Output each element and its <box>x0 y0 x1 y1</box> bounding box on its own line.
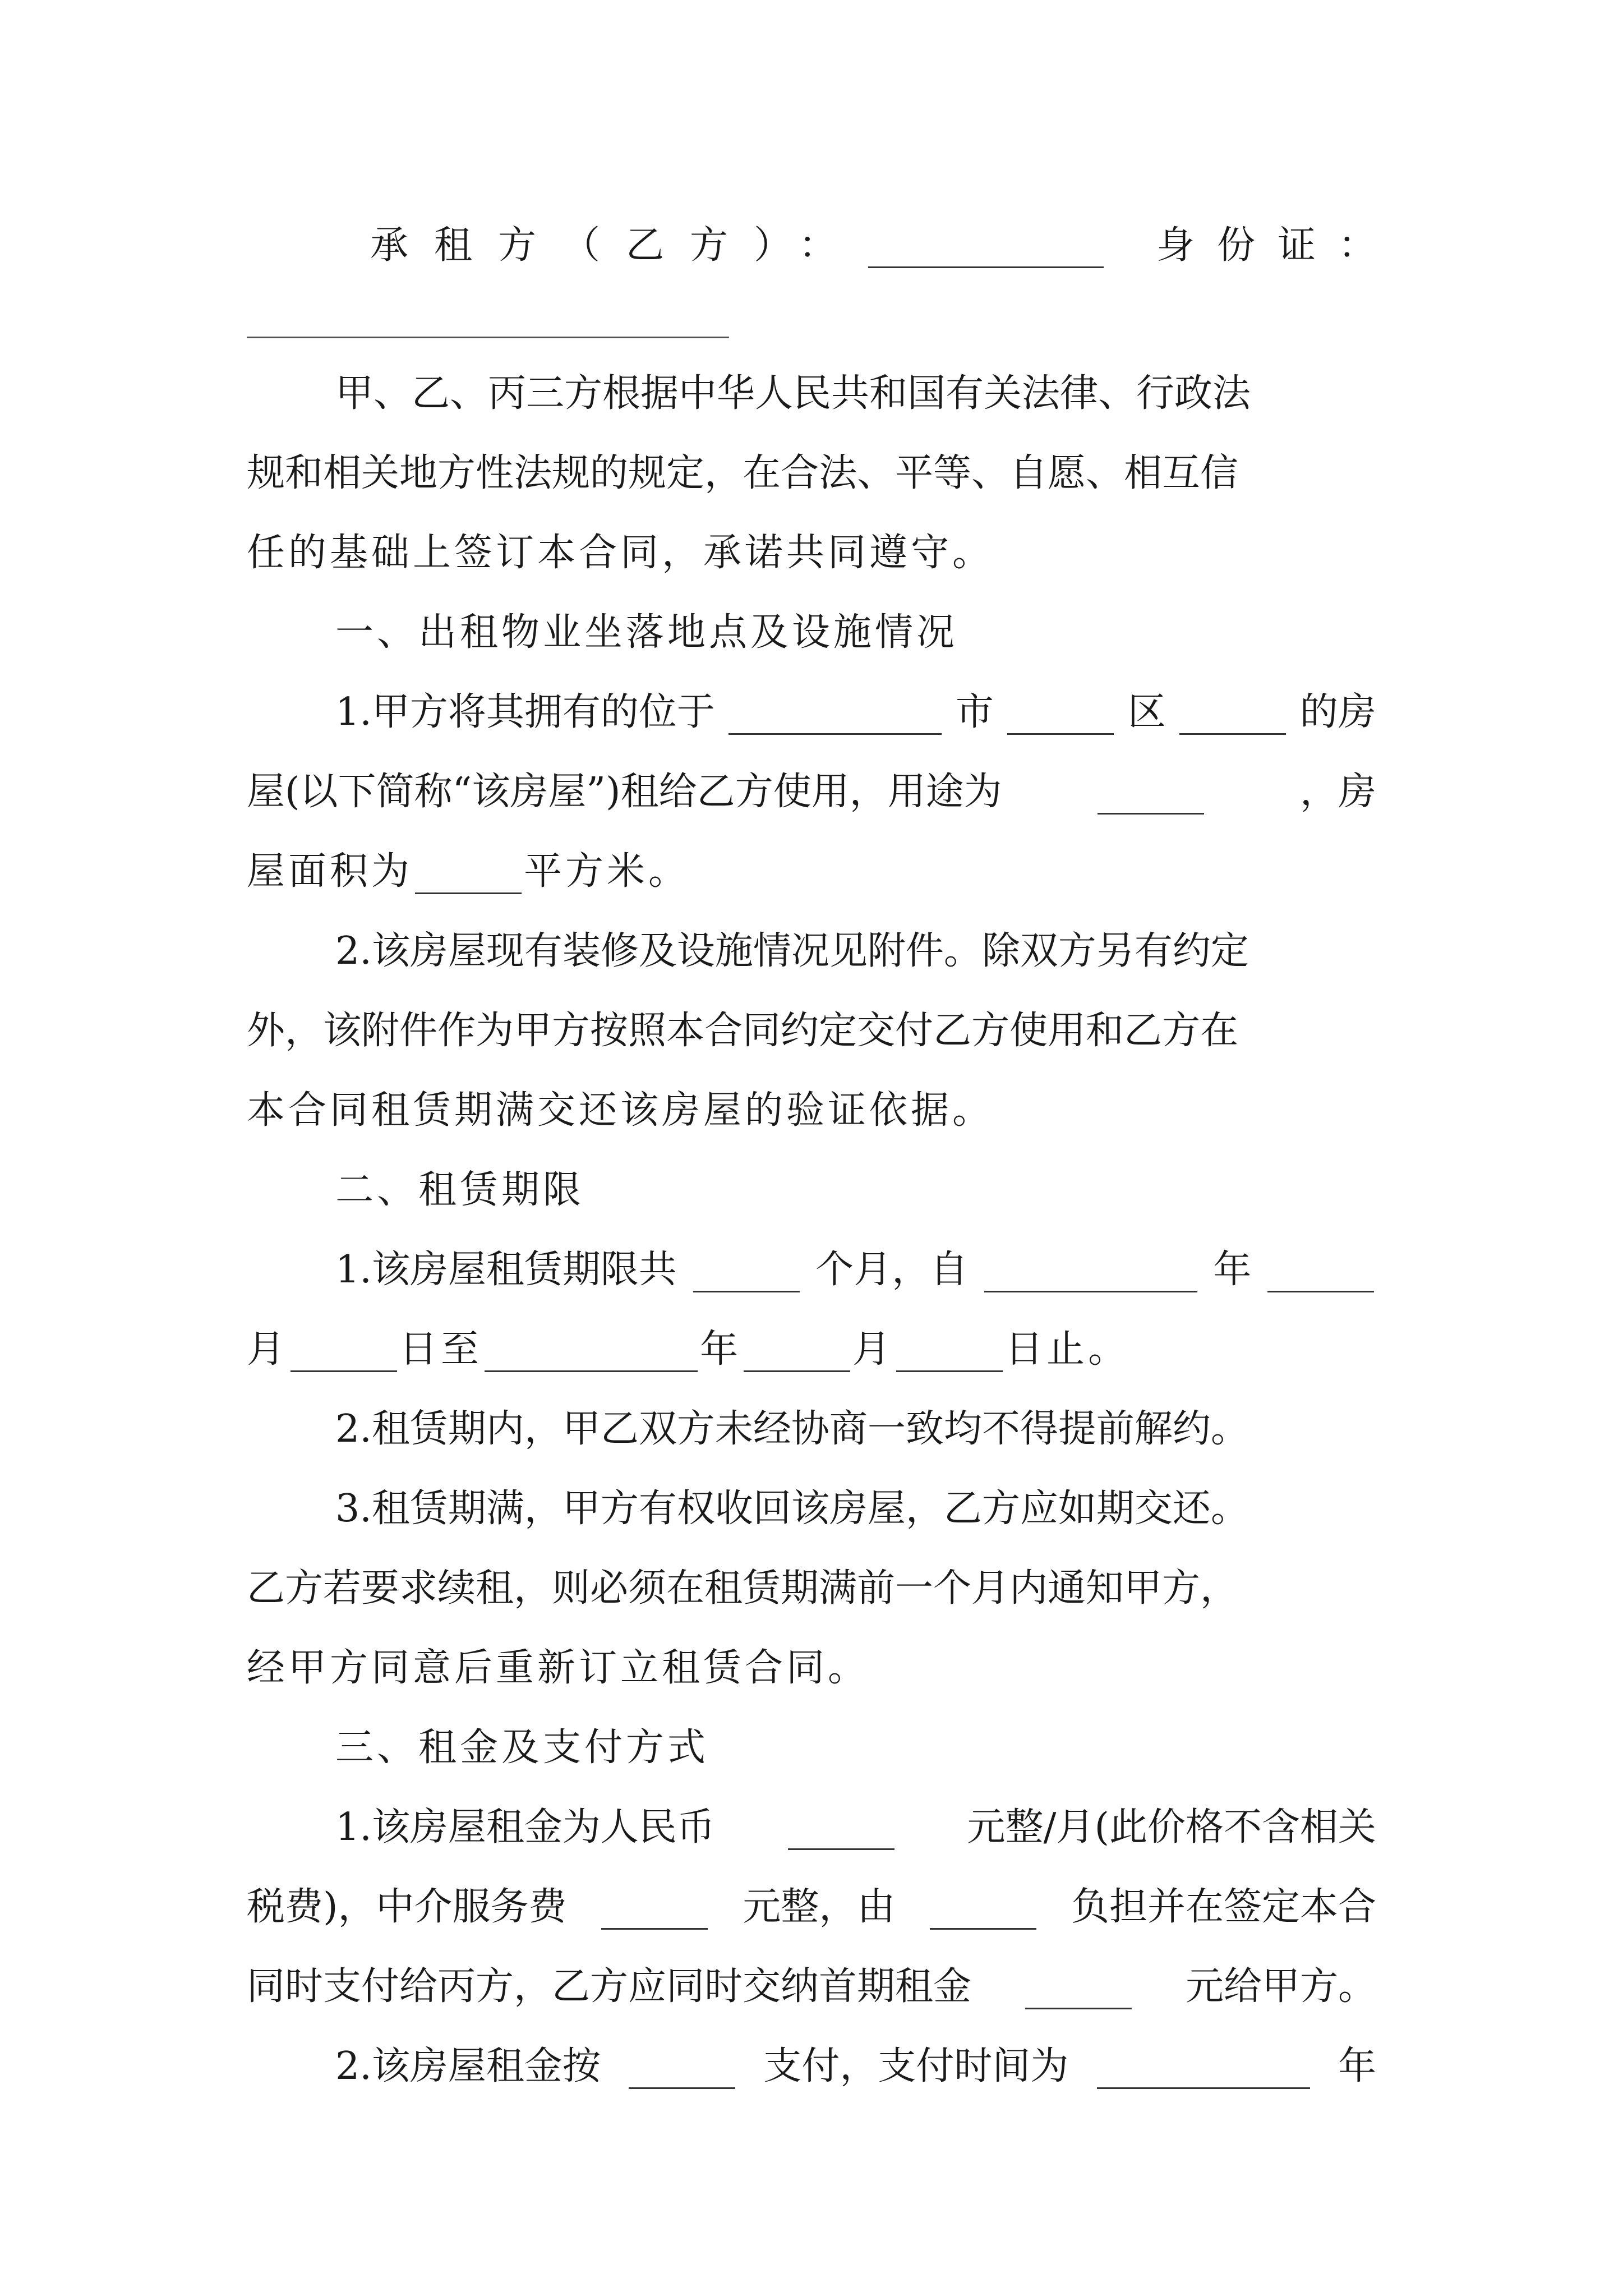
s3-2-line-1 <box>335 2044 1376 2089</box>
intro-line-1 <box>335 371 1376 416</box>
rent-amount-blank[interactable] <box>788 1811 895 1850</box>
s3-1-text-g: 元给甲方。 <box>1185 1964 1376 2009</box>
tenant-header-line <box>370 223 1399 268</box>
s1-2-line-2 <box>247 1009 1376 1053</box>
section-2-title <box>335 1168 1376 1213</box>
s1-1-line-2 <box>247 770 1376 815</box>
s3-1-text-a: 1.该房屋租金为人民币 <box>335 1805 715 1849</box>
s3-1-line-2 <box>247 1885 1376 1930</box>
s1-1-text-a: 1.甲方将其拥有的位于 <box>335 690 715 734</box>
section-2-heading: 二、租赁期限 <box>335 1168 585 1212</box>
s2-1-text-d: 月 <box>247 1327 289 1372</box>
end-month-blank[interactable] <box>744 1333 850 1372</box>
intro-line-3 <box>247 531 1376 576</box>
months-blank[interactable] <box>693 1254 800 1292</box>
s2-1-text-f: 年 <box>700 1327 742 1372</box>
s3-1-text-b: 元整/月(此价格不含相关 <box>967 1805 1376 1849</box>
s2-1-text-a: 1.该房屋租赁期限共 <box>335 1248 677 1292</box>
address-blank[interactable] <box>1179 696 1286 735</box>
s3-1-line-1 <box>335 1805 1376 1850</box>
s2-2-text: 2.租赁期内，甲乙双方未经协商一致均不得提前解约。 <box>335 1407 1249 1451</box>
intro-text-3: 任的基础上签订本合同，承诺共同遵守。 <box>247 531 994 575</box>
s1-2-line-1 <box>335 929 1376 974</box>
s1-1-text-d: 的房 <box>1299 690 1376 734</box>
s1-1-text-c: 区 <box>1127 690 1166 734</box>
district-blank[interactable] <box>1007 696 1114 735</box>
payment-method-blank[interactable] <box>629 2050 735 2089</box>
start-year-blank[interactable] <box>984 1254 1197 1292</box>
section-1-heading: 一、出租物业坐落地点及设施情况 <box>335 610 958 655</box>
s2-1-line-2 <box>247 1327 1376 1372</box>
s3-1-text-f: 同时支付给丙方，乙方应同时交纳首期租金 <box>247 1964 972 2009</box>
s3-1-line-3 <box>247 1964 1376 2009</box>
s2-3-line-3 <box>247 1646 1376 1691</box>
s2-1-text-h: 日止。 <box>1005 1327 1130 1372</box>
s2-3-line-1 <box>335 1487 1376 1531</box>
s2-3-line-2 <box>247 1566 1376 1611</box>
end-year-blank[interactable] <box>485 1333 698 1372</box>
tenant-label: 承租方（乙方）： <box>370 223 863 268</box>
intro-text-2: 规和相关地方性法规的规定，在合法、平等、自愿、相互信 <box>247 451 1239 495</box>
s1-2-text-3: 本合同租赁期满交还该房屋的验证依据。 <box>247 1088 994 1133</box>
start-month-blank[interactable] <box>1267 1254 1374 1292</box>
s2-1-text-g: 月 <box>852 1327 895 1372</box>
s2-1-text-b: 个月，自 <box>815 1248 969 1292</box>
intro-text-1: 甲、乙、丙三方根据中华人民共和国有关法律、行政法 <box>335 371 1251 416</box>
fee-payer-blank[interactable] <box>930 1891 1036 1930</box>
s1-1-text-h: 平方米。 <box>524 849 690 894</box>
agency-fee-blank[interactable] <box>601 1891 708 1930</box>
tenant-name-blank[interactable] <box>868 229 1104 268</box>
s2-1-line-1 <box>335 1248 1376 1292</box>
s2-1-text-c: 年 <box>1213 1248 1252 1292</box>
s2-3-text-3: 经甲方同意后重新订立租赁合同。 <box>247 1646 870 1690</box>
s3-2-text-a: 2.该房屋租金按 <box>335 2044 601 2088</box>
section-1-title <box>335 610 1376 655</box>
s1-1-line-1 <box>335 690 1376 735</box>
id-label: 身份证： <box>1156 223 1399 268</box>
area-blank[interactable] <box>415 855 522 894</box>
section-3-title <box>335 1726 1376 1770</box>
payment-year-blank[interactable] <box>1097 2050 1310 2089</box>
s2-2-line <box>335 1407 1376 1452</box>
s2-1-text-e: 日至 <box>399 1327 483 1372</box>
usage-blank[interactable] <box>1098 776 1204 815</box>
start-day-blank[interactable] <box>291 1333 397 1372</box>
s1-1-text-f: ，房 <box>1299 770 1376 814</box>
s1-1-line-3 <box>247 849 1376 894</box>
s1-2-text-1: 2.该房屋现有装修及设施情况见附件。除双方另有约定 <box>335 929 1249 973</box>
first-rent-blank[interactable] <box>1025 1971 1132 2009</box>
s3-2-text-c: 年 <box>1338 2044 1376 2088</box>
s1-2-text-2: 外，该附件作为甲方按照本合同约定交付乙方使用和乙方在 <box>247 1009 1239 1053</box>
end-day-blank[interactable] <box>896 1333 1003 1372</box>
s1-1-text-g: 屋面积为 <box>247 849 413 894</box>
s2-3-text-1: 3.租赁期满，甲方有权收回该房屋，乙方应如期交还。 <box>335 1487 1249 1531</box>
s3-1-text-c: 税费)，中介服务费 <box>247 1885 567 1929</box>
s1-2-line-3 <box>247 1088 1376 1133</box>
section-3-heading: 三、租金及支付方式 <box>335 1726 709 1770</box>
s3-1-text-d: 元整，由 <box>743 1885 896 1929</box>
s3-2-text-b: 支付，支付时间为 <box>763 2044 1069 2088</box>
s1-1-text-b: 市 <box>955 690 994 734</box>
s3-1-text-e: 负担并在签定本合 <box>1071 1885 1376 1929</box>
id-number-blank[interactable] <box>247 337 729 338</box>
intro-line-2 <box>247 451 1376 496</box>
s2-3-text-2: 乙方若要求续租，则必须在租赁期满前一个月内通知甲方， <box>247 1566 1239 1611</box>
city-blank[interactable] <box>728 696 942 735</box>
s1-1-text-e: 屋(以下简称“该房屋”)租给乙方使用，用途为 <box>247 770 1002 814</box>
